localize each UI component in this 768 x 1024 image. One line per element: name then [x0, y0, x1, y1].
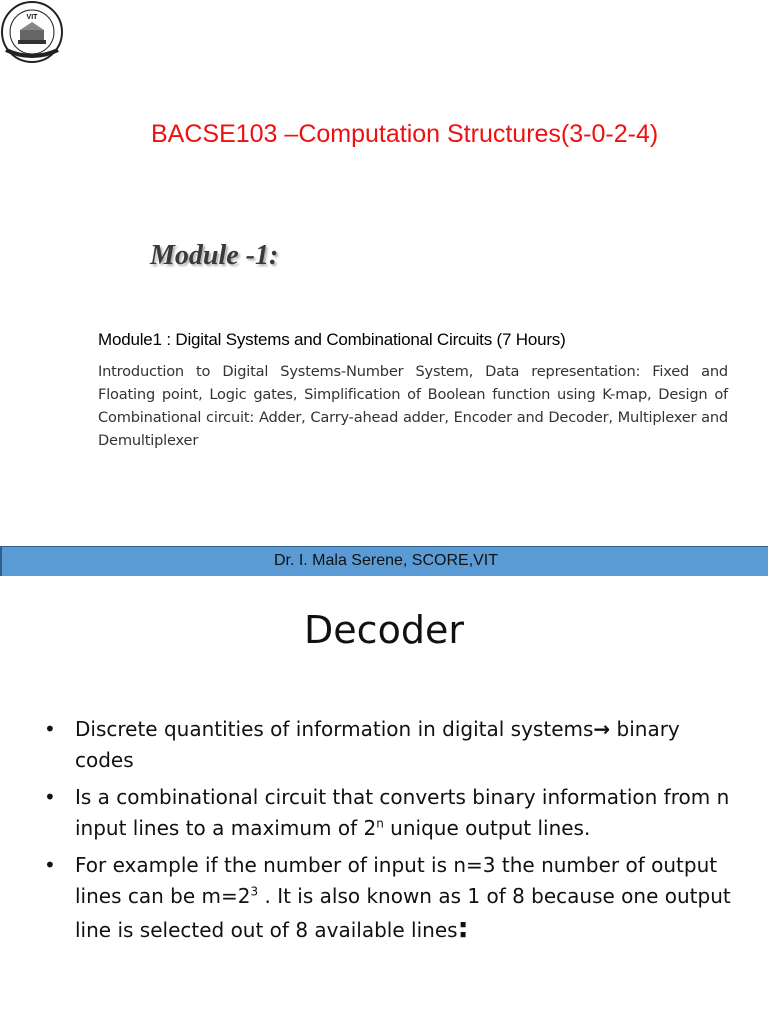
course-title: BACSE103 –Computation Structures(3-0-2-4) — [151, 120, 659, 148]
vit-university-seal-icon — [0, 0, 64, 64]
bullet-item — [44, 782, 744, 844]
module-heading: Module -1: — [150, 240, 279, 271]
bullet-text: Is a combinational circuit that converts binary information from n input lines to a maximum of 2 — [75, 785, 730, 840]
slide-title: Decoder — [304, 608, 464, 652]
module-subtitle: Module1 : Digital Systems and Combinational Circuits (7 Hours) — [98, 330, 566, 349]
right-arrow-icon: → — [593, 717, 611, 741]
module-description: Introduction to Digital Systems-Number System, Data representation: Fixed and Floating point, Logic gates, Simplification of Boolean function using K-map, Design of Combinational circuit: Adder, Carry-ahead adder, Encoder and Decoder, Multiplexer and Demultiplexer — [98, 363, 728, 449]
bullet-text: . It is also known as 1 of 8 because one output line is selected out of 8 available lines — [75, 884, 731, 942]
superscript: 3 — [250, 884, 259, 899]
slide-2 — [0, 576, 768, 1024]
bullet-end-colon: : — [457, 911, 469, 944]
bullet-text: Discrete quantities of information in digital systems — [75, 717, 594, 741]
superscript: n — [376, 816, 384, 831]
bullet-text: binary codes — [75, 717, 680, 772]
bullet-list — [44, 714, 744, 952]
bullet-text: unique output lines. — [383, 816, 591, 840]
bullet-item — [44, 714, 744, 776]
svg-text:VIT: VIT — [26, 14, 38, 21]
bullet-text: For example if the number of input is n=3 the number of output lines can be m=2 — [75, 853, 718, 908]
footer-bar — [0, 546, 768, 576]
footer-text: Dr. I. Mala Serene, SCORE,VIT — [273, 552, 499, 569]
bullet-item — [44, 850, 744, 946]
